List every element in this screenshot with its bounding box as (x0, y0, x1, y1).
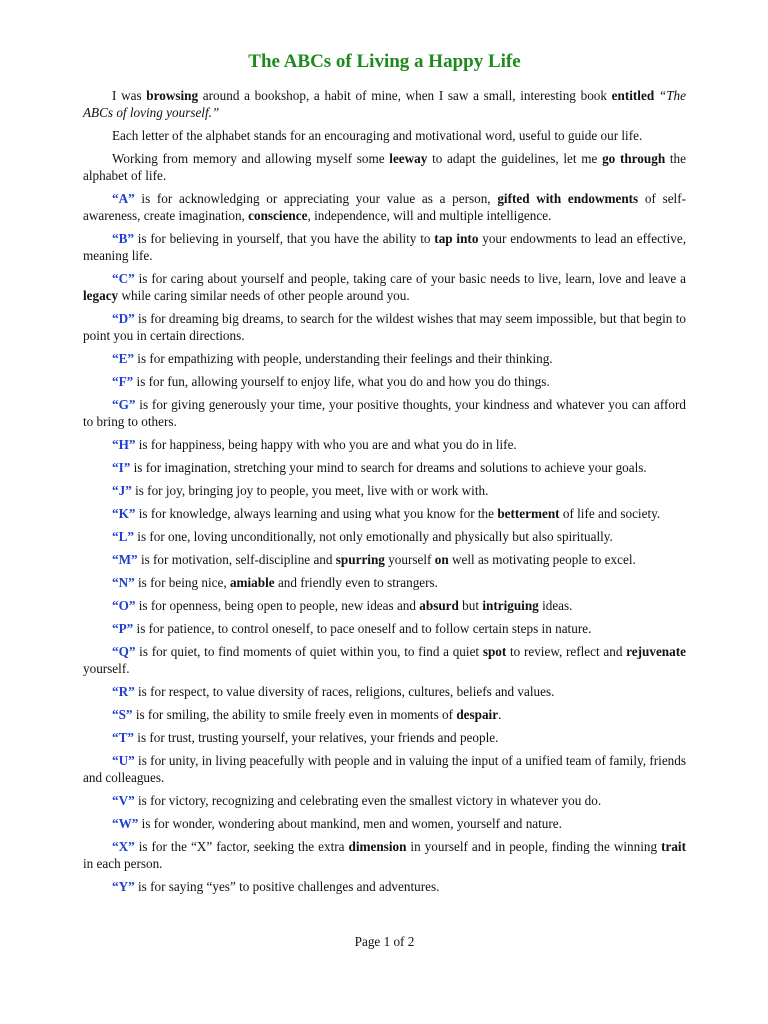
letter-label: “V” (112, 793, 135, 808)
bold-term: spot (482, 644, 507, 659)
text-run: the alphabet of life. (83, 151, 686, 183)
bold-term: rejuvenate (626, 644, 686, 659)
intro-paragraph (83, 127, 686, 144)
text-run: is for happiness, being happy with who you are and what you do in life. (135, 437, 517, 452)
letter-label: “S” (112, 707, 133, 722)
text-run: is for one, loving unconditionally, not only emotionally and physically but also spiritually. (133, 529, 613, 544)
letter-paragraph (83, 350, 686, 367)
bold-term: despair (456, 707, 499, 722)
text-run: to adapt the guidelines, let me (427, 151, 603, 166)
letter-paragraph (83, 230, 686, 264)
intro-paragraph (83, 87, 686, 121)
text-run: is for empathizing with people, understanding their feelings and their thinking. (133, 351, 553, 366)
letter-label: “I” (112, 460, 131, 475)
letter-paragraph (83, 838, 686, 872)
letter-label: “P” (112, 621, 134, 636)
document-body (83, 87, 686, 901)
letter-label: “G” (112, 397, 136, 412)
text-run: well as motivating people to excel. (448, 552, 636, 567)
bold-term: intriguing (482, 598, 539, 613)
letter-label: “D” (112, 311, 135, 326)
letter-label: “H” (112, 437, 136, 452)
bold-term: amiable (229, 575, 275, 590)
letter-label: “E” (112, 351, 134, 366)
bold-term: betterment (497, 506, 560, 521)
letter-label: “J” (112, 483, 132, 498)
text-run: is for being nice, (134, 575, 230, 590)
letter-paragraph (83, 643, 686, 677)
text-run: . (498, 707, 502, 722)
letter-paragraph (83, 683, 686, 700)
letter-paragraph (83, 597, 686, 614)
bold-term: trait (661, 839, 686, 854)
letter-paragraph (83, 706, 686, 723)
text-run: is for caring about yourself and people, taking care of your basic needs to live, learn, love and leave a (134, 271, 686, 286)
bold-term: tap into (434, 231, 479, 246)
text-run: is for joy, bringing joy to people, you meet, live with or work with. (131, 483, 489, 498)
text-run: is for respect, to value diversity of races, religions, cultures, beliefs and values. (134, 684, 555, 699)
letter-paragraph (83, 792, 686, 809)
text-run: but (458, 598, 483, 613)
letter-label: “B” (112, 231, 134, 246)
letter-paragraph (83, 436, 686, 453)
italic-text: “The ABCs of loving yourself.” (83, 88, 686, 120)
text-run: is for quiet, to find moments of quiet within you, to find a quiet (135, 644, 483, 659)
text-run: is for knowledge, always learning and using what you know for the (135, 506, 498, 521)
bold-term: browsing (146, 88, 199, 103)
text-run: is for patience, to control oneself, to pace oneself and to follow certain steps in nature. (133, 621, 592, 636)
text-run: yourself. (83, 661, 130, 676)
text-run: while caring similar needs of other people around you. (118, 288, 410, 303)
text-run: is for wonder, wondering about mankind, men and women, yourself and nature. (138, 816, 562, 831)
text-run: around a bookshop, a habit of mine, when I saw a small, interesting book (198, 88, 612, 103)
letter-label: “X” (112, 839, 135, 854)
letter-paragraph (83, 373, 686, 390)
letter-paragraph (83, 551, 686, 568)
letter-label: “T” (112, 730, 134, 745)
letter-paragraph (83, 528, 686, 545)
letter-paragraph (83, 815, 686, 832)
text-run: is for the “X” factor, seeking the extra (134, 839, 349, 854)
bold-term: legacy (83, 288, 119, 303)
letter-paragraph (83, 310, 686, 344)
document-title: The ABCs of Living a Happy Life (248, 51, 521, 72)
text-run: Each letter of the alphabet stands for an encouraging and motivational word, useful to guide our life. (112, 128, 643, 143)
text-run: is for motivation, self-discipline and (137, 552, 336, 567)
letter-paragraph (83, 574, 686, 591)
letter-label: “R” (112, 684, 135, 699)
text-run: your endowments to lead an effective, meaning life. (83, 231, 686, 263)
text-run: in each person. (83, 856, 163, 871)
letter-paragraph (83, 620, 686, 637)
text-run: is for victory, recognizing and celebrating even the smallest victory in whatever you do. (134, 793, 602, 808)
letter-paragraph (83, 482, 686, 499)
text-run: is for dreaming big dreams, to search for the wildest wishes that may seem impossible, but that begin to point you in certain directions. (83, 311, 686, 343)
text-run: to review, reflect and (506, 644, 627, 659)
bold-term: conscience (248, 208, 308, 223)
text-run: and friendly even to strangers. (274, 575, 438, 590)
letter-label: “C” (112, 271, 135, 286)
text-run: in yourself and in people, finding the winning (406, 839, 662, 854)
letter-paragraph (83, 878, 686, 895)
letter-label: “K” (112, 506, 136, 521)
text-run: is for believing in yourself, that you have the ability to (133, 231, 435, 246)
text-run: is for smiling, the ability to smile freely even in moments of (132, 707, 457, 722)
letter-label: “L” (112, 529, 134, 544)
text-run: is for fun, allowing yourself to enjoy life, what you do and how you do things. (133, 374, 550, 389)
letter-label: “U” (112, 753, 135, 768)
page-number: Page 1 of 2 (354, 934, 415, 949)
text-run: is for saying “yes” to positive challenges and adventures. (134, 879, 440, 894)
text-run: is for imagination, stretching your mind to search for dreams and solutions to achieve your goals. (130, 460, 647, 475)
bold-term: go through (602, 151, 666, 166)
text-run: I was (112, 88, 147, 103)
letter-label: “F” (112, 374, 134, 389)
text-run: of self-awareness, create imagination, (83, 191, 686, 223)
bold-term: on (434, 552, 449, 567)
bold-term: entitled (611, 88, 655, 103)
text-run: is for acknowledging or appreciating your value as a person, (134, 191, 498, 206)
letter-paragraph (83, 270, 686, 304)
letter-label: “W” (112, 816, 139, 831)
letter-paragraph (83, 190, 686, 224)
bold-term: leeway (389, 151, 428, 166)
text-run: of life and society. (559, 506, 661, 521)
bold-term: spurring (335, 552, 385, 567)
letter-label: “M” (112, 552, 138, 567)
bold-term: dimension (348, 839, 407, 854)
text-run: yourself (384, 552, 435, 567)
letter-label: “A” (112, 191, 135, 206)
text-run: is for unity, in living peacefully with people and in valuing the input of a unified team of family, friends and colleagues. (83, 753, 686, 785)
letter-paragraph (83, 459, 686, 476)
text-run: Working from memory and allowing myself some (112, 151, 390, 166)
letter-paragraph (83, 752, 686, 786)
letter-paragraph (83, 729, 686, 746)
bold-term: absurd (419, 598, 459, 613)
text-run: is for giving generously your time, your positive thoughts, your kindness and whatever you can afford to bring to others. (83, 397, 686, 429)
letter-label: “N” (112, 575, 135, 590)
letter-paragraph (83, 396, 686, 430)
letter-label: “O” (112, 598, 136, 613)
text-run: ideas. (538, 598, 573, 613)
intro-paragraph (83, 150, 686, 184)
text-run: is for openness, being open to people, new ideas and (135, 598, 420, 613)
text-run: is for trust, trusting yourself, your relatives, your friends and people. (133, 730, 499, 745)
letter-paragraph (83, 505, 686, 522)
letter-label: “Q” (112, 644, 136, 659)
letter-label: “Y” (112, 879, 135, 894)
text-run: , independence, will and multiple intelligence. (307, 208, 552, 223)
bold-term: gifted with endowments (497, 191, 639, 206)
